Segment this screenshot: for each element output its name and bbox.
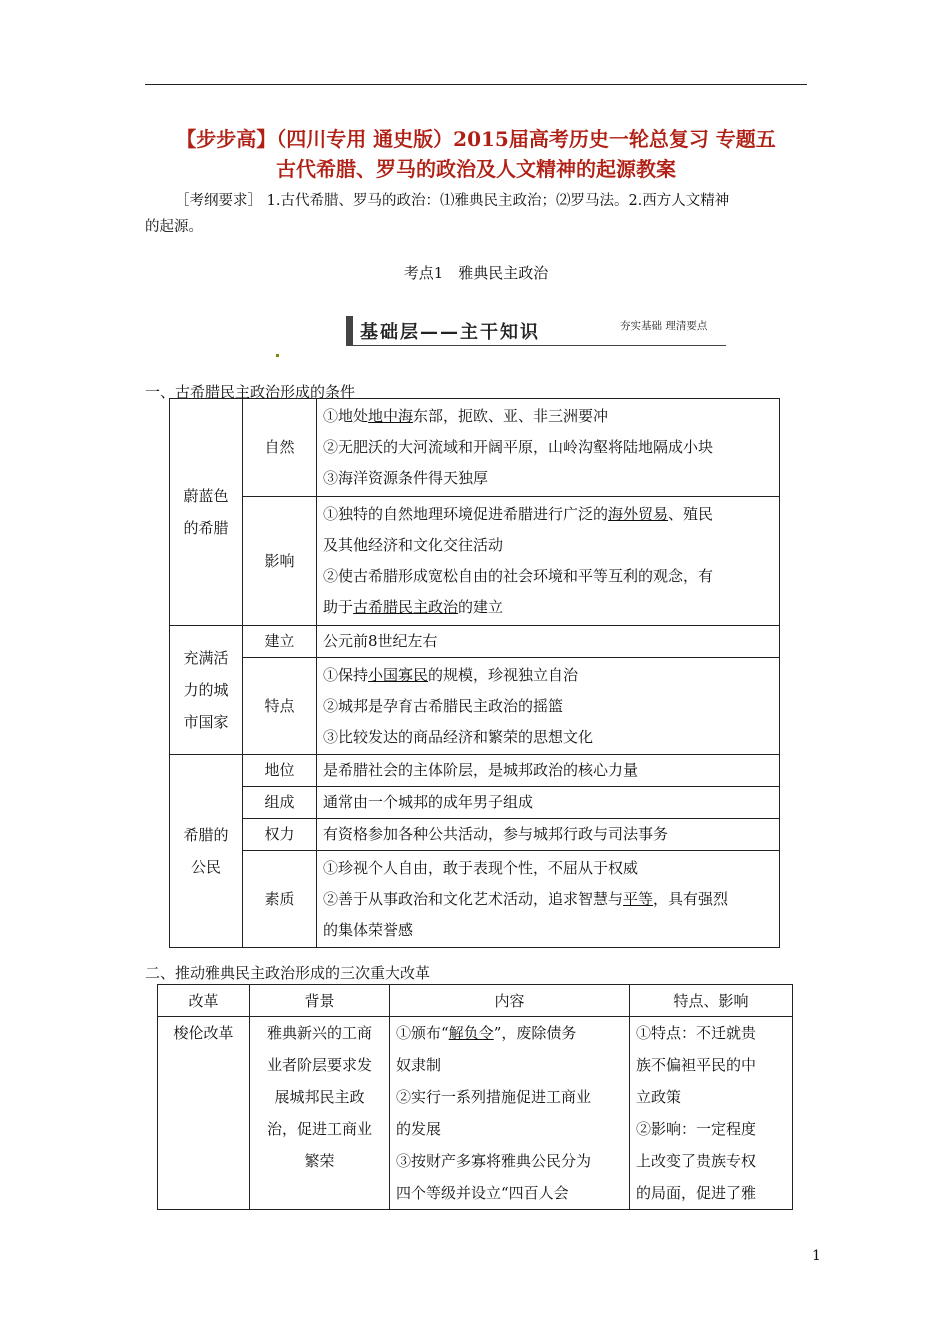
table-row [170, 497, 780, 626]
reform-name: 梭伦改革 [158, 1017, 250, 1210]
row-label: 权力 [243, 819, 317, 851]
banner-title: 基础层——主干知识 [360, 322, 540, 343]
table-row [170, 658, 780, 755]
reform-effect: ①特点：不迁就贵 族不偏袒平民的中 立政策 ②影响：一定程度 上改变了贵族专权 的局面，促进了雅 [630, 1017, 793, 1210]
exam-requirements-line-2: 的起源。 [145, 219, 203, 235]
row-label: 自然 [243, 399, 317, 497]
group-label: 希腊的 公民 [170, 755, 243, 948]
row-label: 影响 [243, 497, 317, 626]
reforms-table [157, 984, 793, 1210]
conditions-table [169, 398, 780, 948]
row-label: 组成 [243, 787, 317, 819]
column-header: 背景 [250, 985, 390, 1017]
row-content: 有资格参加各种公共活动，参与城邦行政与司法事务 [317, 819, 780, 851]
decorative-dot [276, 354, 279, 357]
group-label: 蔚蓝色 的希腊 [170, 399, 243, 626]
table-row [170, 755, 780, 787]
table-row [170, 399, 780, 497]
section-1-heading: 一、古希腊民主政治形成的条件 [145, 383, 356, 401]
row-content: ①独特的自然地理环境促进希腊进行广泛的海外贸易、殖民 及其他经济和文化交往活动 ②使古希腊形成宽松自由的社会环境和平等互利的观念，有 助于古希腊民主政治的建立 [317, 497, 780, 626]
document-title-line-2: 古代希腊、罗马的政治及人文精神的起源教案 [276, 157, 676, 181]
table-row [170, 851, 780, 948]
banner-underline [353, 345, 726, 346]
table-row [158, 1017, 793, 1210]
section-2-heading: 二、推动雅典民主政治形成的三次重大改革 [145, 964, 431, 982]
row-content: ①地处地中海东部，扼欧、亚、非三洲要冲 ②无肥沃的大河流域和开阔平原，山岭沟壑将陆地隔成小块 ③海洋资源条件得天独厚 [317, 399, 780, 497]
column-header: 内容 [390, 985, 630, 1017]
table-row [170, 626, 780, 658]
header-rule [145, 84, 807, 85]
table-header-row [158, 985, 793, 1017]
banner-subtitle: 夯实基础 理清要点 [620, 320, 708, 332]
document-title-line-1: 【步步高】（四川专用 通史版）2015届高考历史一轮总复习 专题五 [176, 127, 776, 151]
row-content: ①保持小国寡民的规模，珍视独立自治 ②城邦是孕育古希腊民主政治的摇篮 ③比较发达的商品经济和繁荣的思想文化 [317, 658, 780, 755]
column-header: 改革 [158, 985, 250, 1017]
reform-background: 雅典新兴的工商 业者阶层要求发 展城邦民主政 治，促进工商业 繁荣 [250, 1017, 390, 1210]
exam-requirements-line-1: ［考纲要求］ 1.古代希腊、罗马的政治：⑴雅典民主政治；⑵罗马法。2.西方人文精神 [175, 193, 730, 209]
row-content: ①珍视个人自由，敢于表现个性，不屈从于权威 ②善于从事政治和文化艺术活动，追求智慧与平等，具有强烈 的集体荣誉感 [317, 851, 780, 948]
row-label: 建立 [243, 626, 317, 658]
basic-knowledge-banner [346, 316, 726, 346]
row-content: 公元前8世纪左右 [317, 626, 780, 658]
banner-bar [346, 316, 353, 346]
section-heading-kaodian: 考点1 雅典民主政治 [403, 264, 549, 282]
column-header: 特点、影响 [630, 985, 793, 1017]
row-label: 特点 [243, 658, 317, 755]
row-label: 素质 [243, 851, 317, 948]
page-number: 1 [812, 1248, 821, 1264]
row-label: 地位 [243, 755, 317, 787]
table-row [170, 819, 780, 851]
row-content: 是希腊社会的主体阶层，是城邦政治的核心力量 [317, 755, 780, 787]
group-label: 充满活 力的城 市国家 [170, 626, 243, 755]
row-content: 通常由一个城邦的成年男子组成 [317, 787, 780, 819]
table-row [170, 787, 780, 819]
reform-content: ①颁布“解负令”，废除债务 奴隶制 ②实行一系列措施促进工商业 的发展 ③按财产多寡将雅典公民分为 四个等级并设立“四百人会 [390, 1017, 630, 1210]
